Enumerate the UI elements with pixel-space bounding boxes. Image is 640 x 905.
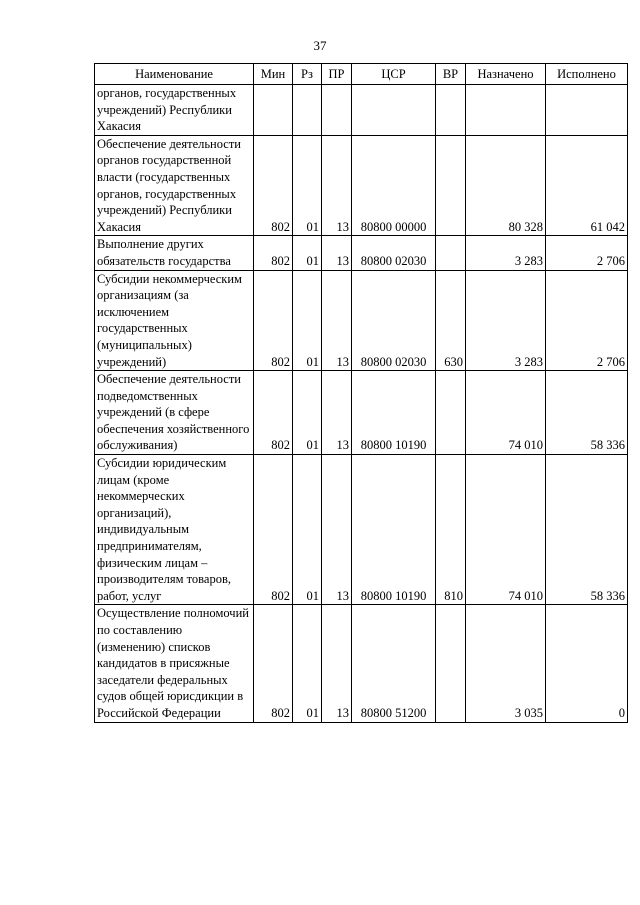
row-csr: 80800 51200 (352, 605, 436, 722)
row-executed (546, 85, 628, 136)
budget-table (94, 63, 628, 723)
row-vr: 630 (436, 270, 466, 371)
row-executed: 2 706 (546, 236, 628, 270)
row-vr (436, 371, 466, 455)
row-rz: 01 (293, 135, 322, 236)
table-row (95, 236, 628, 270)
row-pr: 13 (322, 270, 352, 371)
row-executed: 58 336 (546, 371, 628, 455)
row-pr (322, 85, 352, 136)
row-vr (436, 236, 466, 270)
row-name: Обеспечение деятельности органов государственной власти (государственных органов, государственных учреждений) Республики Хакасия (95, 135, 254, 236)
row-pr: 13 (322, 236, 352, 270)
row-name: Обеспечение деятельности подведомственных учреждений (в сфере обеспечения хозяйственного обслуживания) (95, 371, 254, 455)
table-row (95, 85, 628, 136)
row-pr: 13 (322, 455, 352, 605)
row-name: Осуществление полномочий по составлению (изменению) списков кандидатов в присяжные заседатели федеральных судов общей юрисдикции в Российской Федерации (95, 605, 254, 722)
row-executed: 61 042 (546, 135, 628, 236)
row-assigned: 80 328 (466, 135, 546, 236)
row-min: 802 (254, 135, 293, 236)
row-csr: 80800 10190 (352, 371, 436, 455)
row-pr: 13 (322, 135, 352, 236)
row-assigned: 3 283 (466, 236, 546, 270)
row-name: органов, государственных учреждений) Республики Хакасия (95, 85, 254, 136)
row-rz: 01 (293, 270, 322, 371)
row-executed: 2 706 (546, 270, 628, 371)
row-executed: 58 336 (546, 455, 628, 605)
row-csr: 80800 02030 (352, 236, 436, 270)
row-csr: 80800 10190 (352, 455, 436, 605)
row-min: 802 (254, 455, 293, 605)
table-row (95, 455, 628, 605)
table-row (95, 605, 628, 722)
column-header-executed: Исполнено (546, 64, 628, 85)
row-min: 802 (254, 270, 293, 371)
row-pr: 13 (322, 371, 352, 455)
row-assigned: 3 035 (466, 605, 546, 722)
column-header-csr: ЦСР (352, 64, 436, 85)
column-header-pr: ПР (322, 64, 352, 85)
column-header-rz: Рз (293, 64, 322, 85)
row-rz: 01 (293, 605, 322, 722)
row-rz (293, 85, 322, 136)
row-vr (436, 605, 466, 722)
row-min: 802 (254, 605, 293, 722)
table-row (95, 135, 628, 236)
row-csr (352, 85, 436, 136)
row-pr: 13 (322, 605, 352, 722)
row-min: 802 (254, 236, 293, 270)
row-csr: 80800 02030 (352, 270, 436, 371)
row-csr: 80800 00000 (352, 135, 436, 236)
row-assigned: 74 010 (466, 455, 546, 605)
row-name: Выполнение других обязательств государства (95, 236, 254, 270)
table-row (95, 371, 628, 455)
row-vr (436, 135, 466, 236)
column-header-name: Наименование (95, 64, 254, 85)
row-rz: 01 (293, 371, 322, 455)
table-header-row (95, 64, 628, 85)
row-vr: 810 (436, 455, 466, 605)
column-header-assigned: Назначено (466, 64, 546, 85)
column-header-min: Мин (254, 64, 293, 85)
row-min (254, 85, 293, 136)
row-name: Субсидии некоммерческим организациям (за исключением государственных (муниципальных) учреждений) (95, 270, 254, 371)
row-rz: 01 (293, 455, 322, 605)
row-vr (436, 85, 466, 136)
row-executed: 0 (546, 605, 628, 722)
row-min: 802 (254, 371, 293, 455)
row-name: Субсидии юридическим лицам (кроме некоммерческих организаций), индивидуальным предпринимателям, физическим лицам – производителям товаров, работ, услуг (95, 455, 254, 605)
row-rz: 01 (293, 236, 322, 270)
page-number: 37 (313, 38, 327, 53)
column-header-vr: ВР (436, 64, 466, 85)
table-row (95, 270, 628, 371)
row-assigned (466, 85, 546, 136)
row-assigned: 74 010 (466, 371, 546, 455)
row-assigned: 3 283 (466, 270, 546, 371)
